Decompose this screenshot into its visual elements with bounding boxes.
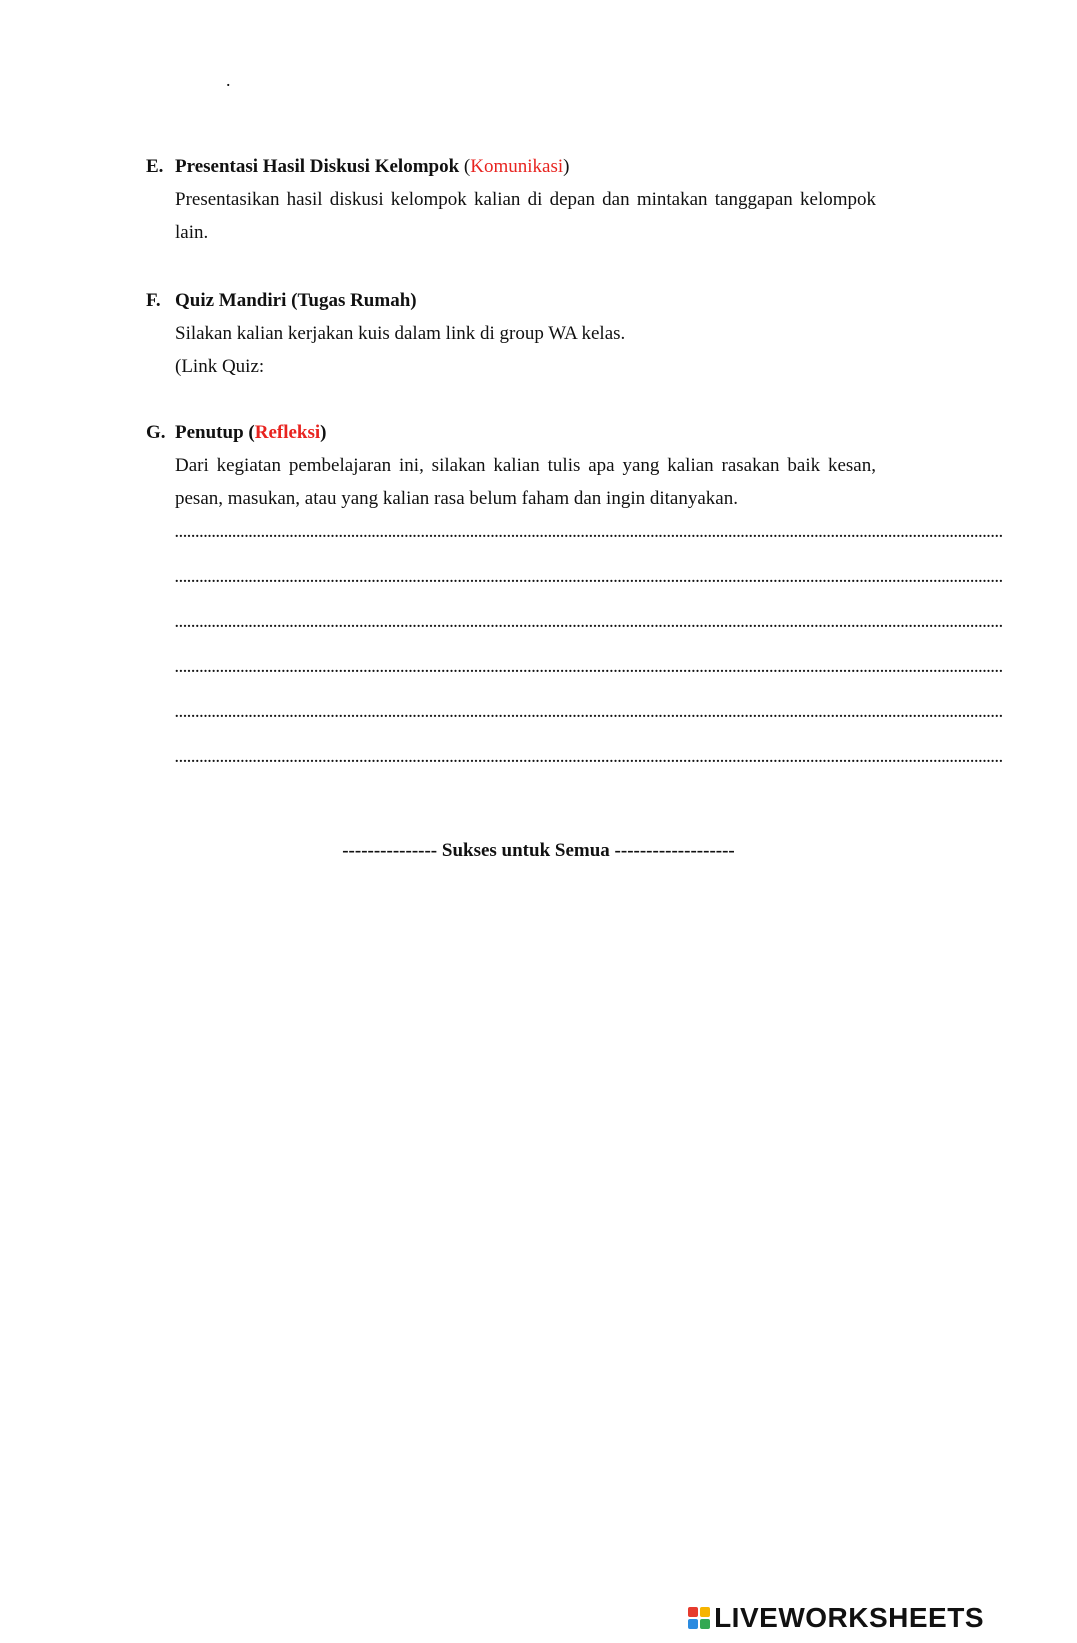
logo-square-blue — [688, 1619, 698, 1629]
section-letter: G. — [146, 422, 166, 443]
tag-komunikasi: Komunikasi — [470, 156, 564, 177]
section-letter: F. — [146, 290, 161, 311]
section-g — [146, 416, 876, 515]
logo-square-red — [688, 1607, 698, 1617]
answer-line-6[interactable]: .......................................................................................................................................................................................................... — [175, 751, 1004, 766]
section-f-body — [175, 317, 876, 383]
tag-close: ) — [563, 156, 570, 177]
tag-refleksi: Refleksi — [254, 422, 321, 443]
section-f — [146, 284, 876, 383]
logo-square-green — [700, 1619, 710, 1629]
logo-squares-icon — [688, 1607, 710, 1629]
section-title: Penutup — [175, 422, 244, 443]
body-paragraph: Silakan kalian kerjakan kuis dalam link di group WA kelas. — [175, 323, 626, 344]
section-letter: E. — [146, 156, 164, 177]
answer-line-4[interactable]: .......................................................................................................................................................................................................... — [175, 661, 1004, 676]
tag-close: ) — [320, 422, 327, 443]
closing-line: --------------- Sukses untuk Semua ------------------- — [342, 840, 735, 861]
logo-text: LIVEWORKSHEETS — [714, 1602, 984, 1633]
answer-line-2[interactable]: .......................................................................................................................................................................................................... — [175, 571, 1004, 586]
body-paragraph: Presentasikan hasil diskusi kelompok kalian di depan dan mintakan tanggapan kelompok lain. — [175, 189, 876, 243]
body-paragraph: Dari kegiatan pembelajaran ini, silakan kalian tulis apa yang kalian rasakan baik kesan, pesan, masukan, atau yang kalian rasa belum faham dan ingin ditanyakan. — [175, 455, 876, 509]
liveworksheets-logo — [688, 1603, 984, 1633]
stray-mark: . — [226, 70, 231, 90]
section-title: Presentasi Hasil Diskusi Kelompok — [175, 156, 460, 177]
section-e-body — [175, 183, 876, 249]
section-f-heading — [146, 284, 876, 317]
section-g-body — [175, 449, 876, 515]
section-e — [146, 150, 876, 249]
section-e-heading — [146, 150, 876, 183]
answer-line-1[interactable]: .......................................................................................................................................................................................................... — [175, 526, 1004, 541]
section-title: Quiz Mandiri (Tugas Rumah) — [175, 290, 417, 311]
answer-line-3[interactable]: .......................................................................................................................................................................................................... — [175, 616, 1004, 631]
tag-open: ( — [248, 422, 255, 443]
tag-open: ( — [463, 156, 471, 177]
link-quiz-label: (Link Quiz: — [175, 356, 265, 377]
section-g-heading — [146, 416, 876, 449]
answer-line-5[interactable]: .......................................................................................................................................................................................................... — [175, 706, 1004, 721]
logo-square-yellow — [700, 1607, 710, 1617]
